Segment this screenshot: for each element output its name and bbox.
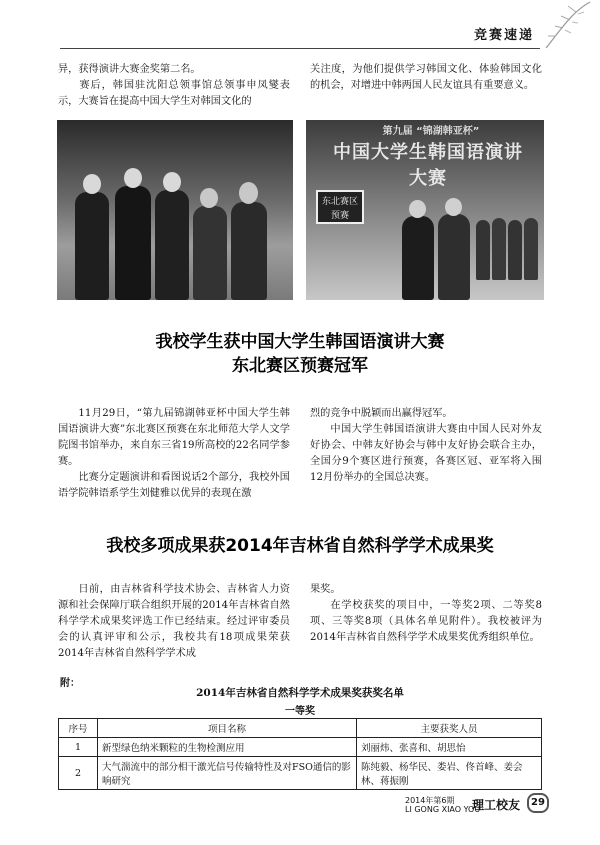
article1-tail-left	[58, 62, 290, 110]
article2-title-line1: 我校学生获中国大学生韩国语演讲大赛	[155, 332, 445, 352]
stage-sign: 东北赛区 预赛	[316, 190, 364, 224]
article2-paragraph-3: 烈的竞争中脱颖而出赢得冠军。	[310, 408, 453, 419]
footer-issue	[405, 796, 480, 814]
branch-decoration-icon	[532, 0, 592, 50]
awards-table	[58, 718, 542, 790]
row-name: 新型绿色纳米颗粒的生物检测应用	[98, 738, 357, 757]
header-idx: 序号	[59, 719, 98, 738]
header-rule	[60, 48, 540, 49]
article1-tail-line2: 赛后，韩国驻沈阳总领事馆总领事申凤燮表示，大赛旨在提高中国大学生对韩国文化的	[58, 80, 290, 107]
footer-issue-en: LI GONG XIAO YOU	[405, 805, 481, 814]
section-tag: 竞赛速递	[473, 28, 534, 43]
row-idx: 2	[59, 757, 98, 790]
article3-paragraph-1: 日前，由吉林省科学技术协会、吉林省人力资源和社会保障厅联合组织开展的2014年吉林省自然科学学术成果奖评选工作已经结束。经过评审委员会的认真评审和公示，我校共有18项成果荣获2014年吉林省自然科学学术成	[58, 584, 290, 659]
article2-paragraph-4: 中国大学生韩国语演讲大赛由中国人民对外友好协会、中韩友好协会与韩中友好协会联合主办，全国分9个赛区进行预赛，各赛区冠、亚军将入围12月份举办的全国总决赛。	[310, 424, 542, 483]
award-level: 一等奖	[285, 706, 315, 717]
table-row	[59, 738, 542, 757]
article2-title	[40, 330, 560, 378]
row-idx: 1	[59, 738, 98, 757]
article2-left-column	[58, 406, 290, 502]
article2-right-column	[310, 406, 542, 486]
article3-right-column	[310, 582, 542, 646]
article2-paragraph-1: 11月29日，“第九届锦湖韩亚杯中国大学生韩国语演讲大赛”东北赛区预赛在东北师范大学人文学院图书馆举办，来自东三省19所高校的22名同学参赛。	[58, 408, 290, 467]
table-title: 2014年吉林省自然科学学术成果奖获奖名单	[196, 687, 404, 699]
row-name: 大气湍流中的部分相干激光信号传输特性及对FSO通信的影响研究	[98, 757, 357, 790]
article3-title: 我校多项成果获2014年吉林省自然科学学术成果奖	[106, 536, 494, 556]
photo-group-left	[57, 120, 293, 300]
row-people: 陈纯毅、杨华民、娄岩、佟首峰、姜会林、蒋振刚	[357, 757, 542, 790]
article2-title-line2: 东北赛区预赛冠军	[232, 356, 368, 376]
footer-issue-cn: 2014年第6期	[405, 796, 455, 805]
row-people: 刘丽炜、张喜和、胡思怡	[357, 738, 542, 757]
table-row	[59, 757, 542, 790]
article3-paragraph-3: 在学校获奖的项目中，一等奖2项、二等奖8项、三等奖8项（具体名单见附件）。我校被评为2014年吉林省自然科学学术成果奖优秀组织单位。	[310, 600, 542, 643]
header-people: 主要获奖人员	[357, 719, 542, 738]
photo-stage-right	[306, 120, 544, 300]
article3-left-column	[58, 582, 290, 662]
article2-paragraph-2: 比赛分定题演讲和看图说话2个部分，我校外国语学院韩语系学生刘健雅以优异的表现在激	[58, 472, 290, 499]
footer-magazine: 理工校友	[472, 798, 521, 812]
page-number: 29	[527, 793, 549, 813]
appendix-label: 附：	[60, 678, 80, 689]
header-name: 项目名称	[98, 719, 357, 738]
article1-tail-right: 关注度，为他们提供学习韩国文化、体验韩国文化的机会，对增进中韩两国人民友谊具有重要意义。	[310, 64, 542, 91]
article3-paragraph-2: 果奖。	[310, 584, 341, 595]
table-header-row	[59, 719, 542, 738]
article1-tail-line1: 异，获得演讲大赛金奖第二名。	[58, 64, 201, 75]
banner-title: 中国大学生韩国语演讲大赛	[333, 142, 523, 189]
banner-subtitle: 第九届 “锦湖韩亚杯”	[382, 126, 480, 137]
